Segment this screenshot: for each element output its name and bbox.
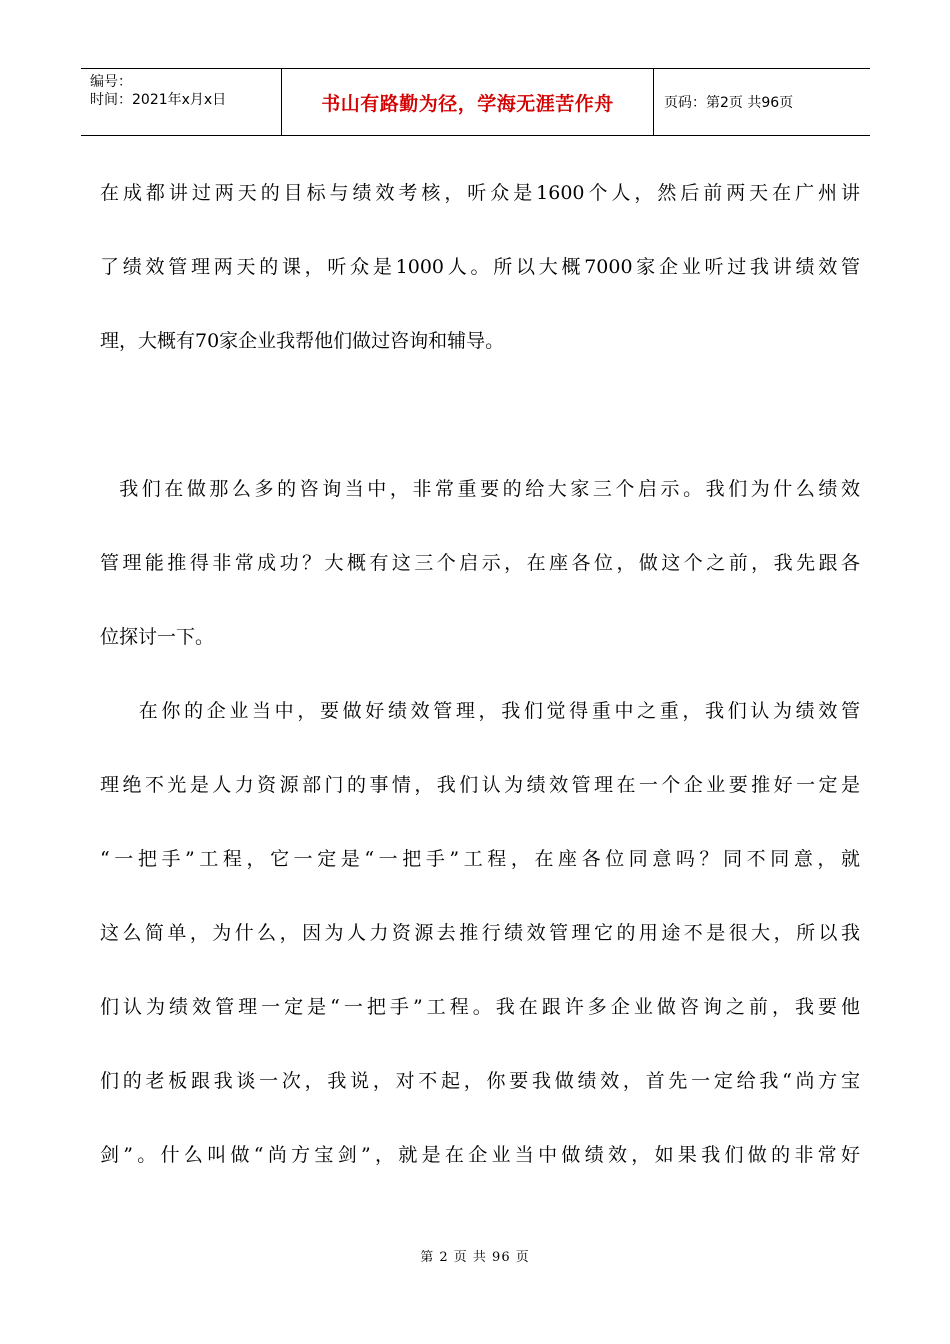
text-line: 理绝不光是人力资源部门的事情，我们认为绩效管理在一个企业要推好一定是 [100,774,860,796]
text-line: 理，大概有70家企业我帮他们做过咨询和辅导。 [100,330,505,352]
number-label: 编号： [90,74,132,90]
text-line: 们的老板跟我谈一次，我说，对不起，你要我做绩效，首先一定给我“尚方宝 [100,1070,860,1092]
motto-text: 书山有路勤为径，学海无涯苦作舟 [321,92,614,115]
header-motto-cell [282,69,654,135]
text-line: 们认为绩效管理一定是“一把手”工程。我在跟许多企业做咨询之前，我要他 [100,996,860,1018]
text-line: 这么简单，为什么，因为人力资源去推行绩效管理它的用途不是很大，所以我 [100,922,860,944]
text-line: 我们在做那么多的咨询当中，非常重要的给大家三个启示。我们为什么绩效 [100,478,860,500]
document-body [100,156,860,1192]
time-label: 时间：2021年x月x日 [90,92,227,108]
document-header [81,68,870,136]
page-footer: 第 2 页 共 96 页 [420,1250,530,1265]
text-line: 在你的企业当中，要做好绩效管理，我们觉得重中之重，我们认为绩效管 [100,700,860,722]
text-line: 管理能推得非常成功？大概有这三个启示，在座各位，做这个之前，我先跟各 [100,552,860,574]
paragraph-1 [100,156,860,378]
paragraph-3 [100,674,860,1192]
header-page-cell [654,69,870,135]
text-line: 位探讨一下。 [100,626,215,648]
text-line: 了绩效管理两天的课，听众是1000人。所以大概7000家企业听过我讲绩效管 [100,256,860,278]
paragraph-gap [100,378,860,452]
header-meta-cell [81,69,282,135]
text-line: 剑”。什么叫做“尚方宝剑”，就是在企业当中做绩效，如果我们做的非常好 [100,1144,860,1166]
page-code: 页码：第2页 共96页 [664,95,794,111]
paragraph-2 [100,452,860,674]
text-line: 在成都讲过两天的目标与绩效考核，听众是1600个人，然后前两天在广州讲 [100,182,860,204]
text-line: “一把手”工程，它一定是“一把手”工程，在座各位同意吗？同不同意，就 [100,848,860,870]
